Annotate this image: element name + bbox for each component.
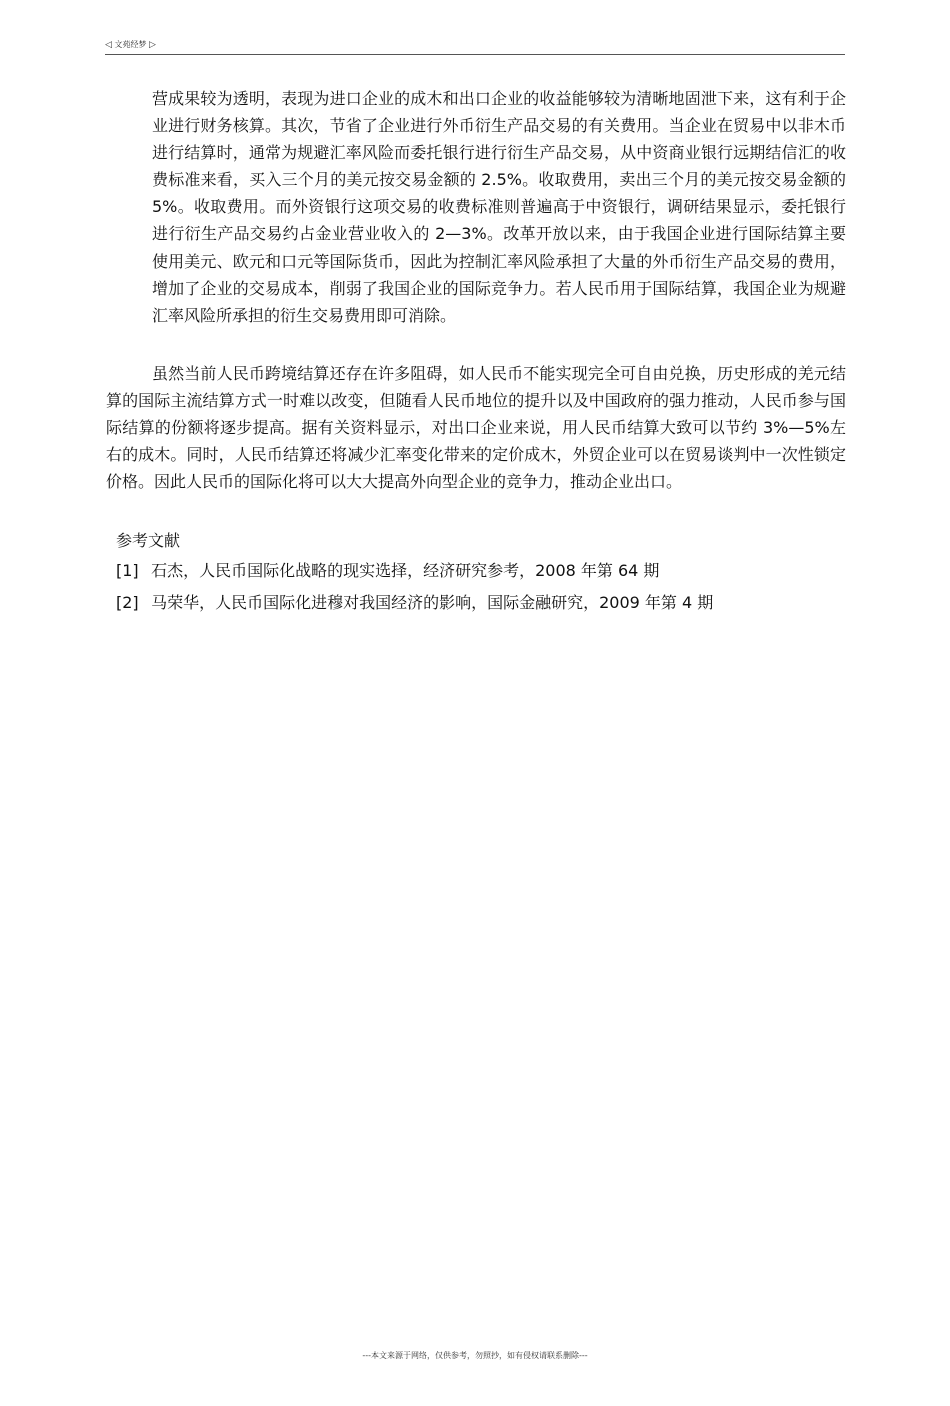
- page-header: [105, 38, 845, 55]
- reference-number: [1]: [116, 561, 139, 580]
- reference-number: [2]: [116, 593, 139, 612]
- body-paragraph-1: 营成果较为透明，表现为进口企业的成木和出口企业的收益能够较为清晰地固泄下来，这有利于企业进行财务核算。其次，节省了企业进行外币衍生产品交易的有关费用。当企业在贸易中以非木币进行结算时，通常为规避汇率风险而委托银行进行衍生产品交易，从中资商业银行远期结信汇的收费标准来看，买入三个月的美元按交易金额的 2.5%。收取费用，卖出三个月的美元按交易金额的 5%。收取费用。而外资银行这项交易的收费标准则普遍高于中资银行，调研结果显示，委托银行进行衍生产品交易约占金业营业收入的 2—3%。改革开放以来，由于我国企业进行国际结算主要使用美元、欧元和口元等国际货币，因此为控制汇率风险承担了大量的外币衍生产品交易的费用，增加了企业的交易成本，削弱了我国企业的国际竞争力。若人民币用于国际结算，我国企业为规避汇率风险所承担的衍生交易费用即可消除。: [152, 89, 846, 325]
- reference-item: [116, 589, 713, 616]
- reference-text: 石杰，人民币国际化战略的现实选择，经济研究参考，2008 年第 64 期: [151, 561, 660, 580]
- header-title: 文苑经梦: [114, 40, 147, 49]
- references-title: 参考文献: [116, 531, 181, 550]
- left-triangle-icon: ◁: [105, 40, 112, 50]
- right-triangle-icon: ▷: [149, 40, 156, 50]
- reference-text: 马荣华，人民币国际化进穆对我国经济的影响，国际金融研究，2009 年第 4 期: [151, 593, 714, 612]
- page-footer: ---本文来源于网络，仅供参考，勿照抄，如有侵权请联系删除---: [362, 1351, 588, 1360]
- reference-item: [116, 557, 659, 584]
- body-paragraph-2: 虽然当前人民币跨境结算还存在许多阻碍，如人民币不能实现完全可自由兑换，历史形成的羌元结算的国际主流结算方式一时难以改变，但随看人民币地位的提升以及中国政府的强力推动，人民币参与国际结算的份额将逐步提高。据有关资料显示，对出口企业来说，用人民币结算大致可以节约 3%—5%左右的成木。同时，人民币结算还将减少汇率变化带来的定价成木，外贸企业可以在贸易谈判中一次性锁定价格。因此人民币的国际化将可以大大提高外向型企业的竞争力，推动企业出口。: [106, 364, 846, 492]
